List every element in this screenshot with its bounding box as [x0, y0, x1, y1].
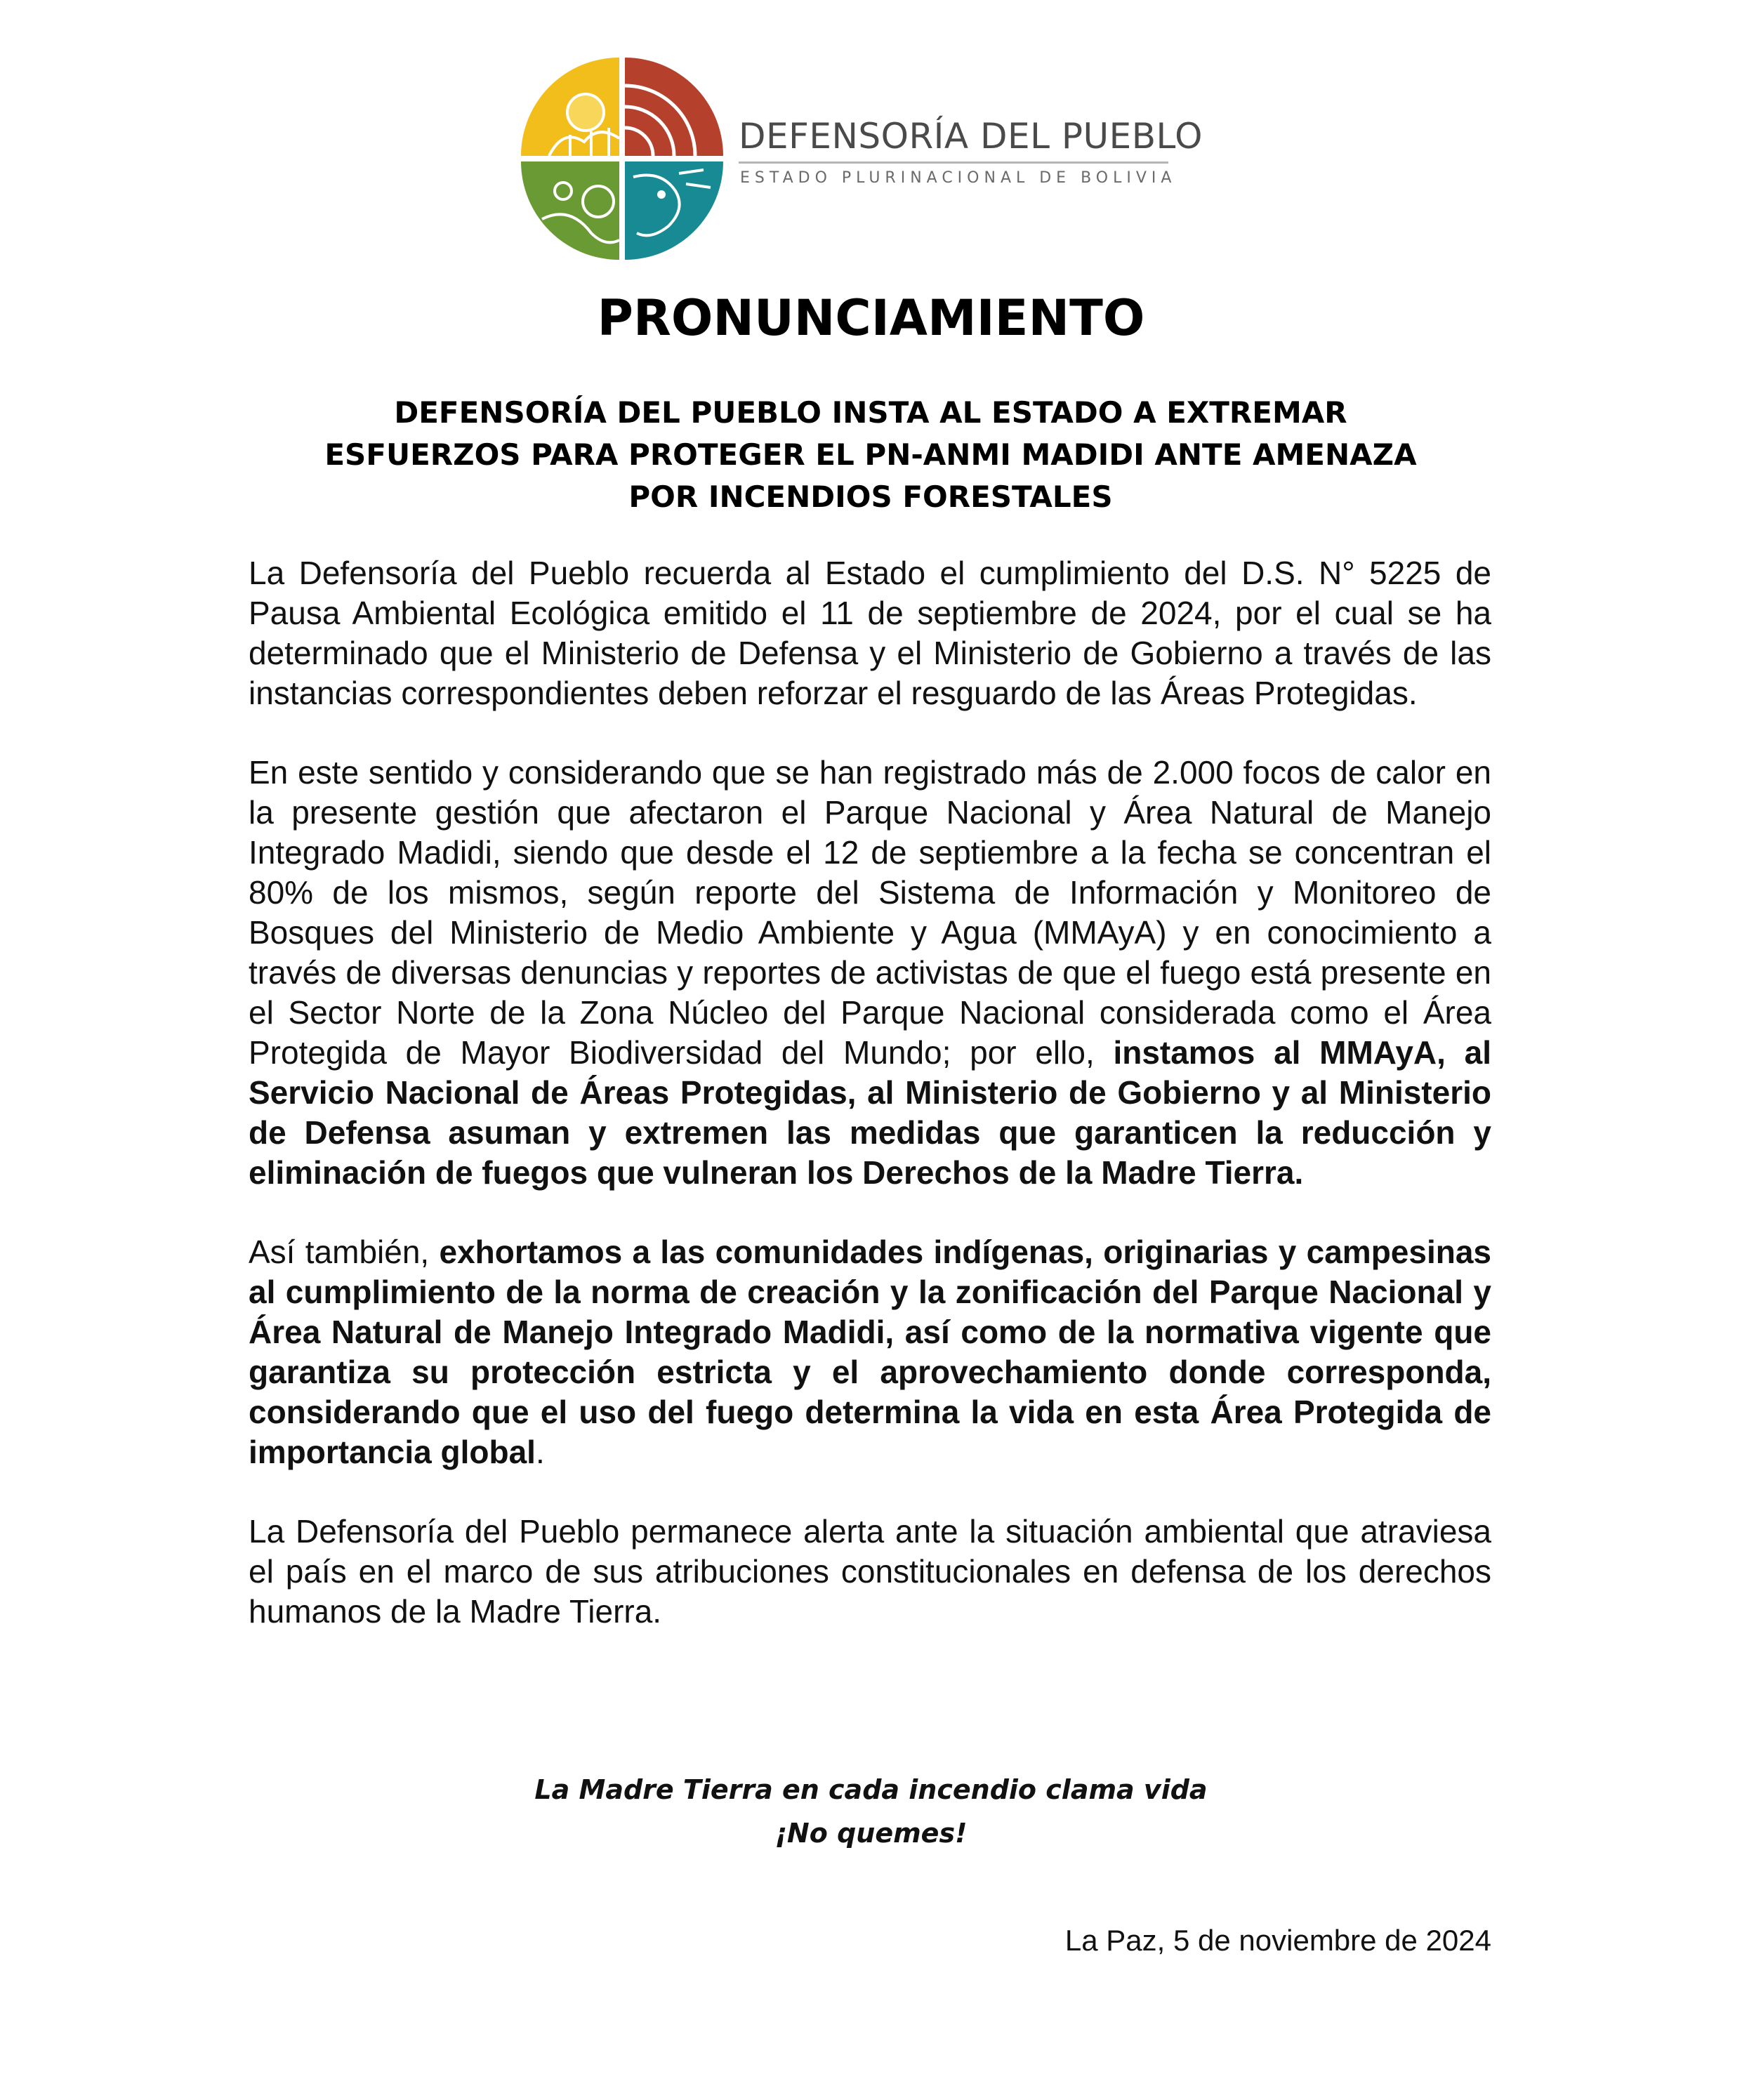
org-name: DEFENSORÍA DEL PUEBLO — [739, 116, 1203, 157]
org-subtitle: ESTADO PLURINACIONAL DE BOLIVIA — [740, 169, 1177, 187]
document-title: PRONUNCIAMIENTO — [597, 289, 1145, 347]
slogan-line-1: La Madre Tierra en cada incendio clama vida — [534, 1774, 1208, 1805]
paragraph-2 — [249, 753, 1491, 1193]
slogan-line-2: ¡No quemes! — [774, 1818, 968, 1849]
quartered-circle-logo — [521, 58, 723, 260]
headline-line: POR INCENDIOS FORESTALES — [628, 480, 1113, 514]
logo-people-quadrant — [521, 161, 619, 260]
paragraph-4: La Defensoría del Pueblo permanece alerta ante la situación ambiental que atraviesa el país en el marco de sus atribuciones constitucionales en defensa de los derechos humanos de la Madre Tierra. — [249, 1513, 1491, 1630]
paragraph-3 — [249, 1232, 1491, 1472]
paragraph-2-emphasis: instamos al MMAyA, al Servicio Nacional de Áreas Protegidas, al Ministerio de Gobierno y al Ministerio de Defensa asuman y extremen las medidas que garanticen la reducción y eliminación de fuegos que vulneran los Derechos de la Madre Tierra. — [249, 1034, 1491, 1191]
document-date: La Paz, 5 de noviembre de 2024 — [1064, 1924, 1491, 1957]
headline-line: DEFENSORÍA DEL PUEBLO INSTA AL ESTADO A EXTREMAR — [394, 395, 1347, 430]
paragraph-3-text: Así también, — [249, 1234, 440, 1270]
document-body — [249, 553, 1491, 1671]
brand-divider — [739, 161, 1168, 164]
paragraph-3-emphasis: exhortamos a las comunidades indígenas, originarias y campesinas al cumplimiento de la norma de creación y la zonificación del Parque Nacional y Área Natural de Manejo Integrado Madidi, así como de la normativa vigente que garantiza su protección estricta y el aprovechamiento donde corresponda, considerando que el uso del fuego determina la vida en esta Área Protegida de importancia global — [249, 1234, 1492, 1470]
headline-line: ESFUERZOS PARA PROTEGER EL PN-ANMI MADIDI ANTE AMENAZA — [324, 437, 1417, 472]
paragraph-3-end: . — [535, 1434, 545, 1470]
paragraph-2-text: En este sentido y considerando que se han registrado más de 2.000 focos de calor en la presente gestión que afectaron el Parque Nacional y Área Natural de Manejo Integrado Madidi, siendo que desde el 12 de septiembre a la fecha se concentran el 80% de los mismos, según reporte del Sistema de Información y Monitoreo de Bosques del Ministerio de Medio Ambiente y Agua (MMAyA) y en conocimiento a través de diversas denuncias y reportes de activistas de que el fuego está presente en el Sector Norte de la Zona Núcleo del Parque Nacional considerada como el Área Protegida de Mayor Biodiversidad del Mundo; por ello, — [249, 754, 1491, 1071]
sun-icon — [567, 94, 604, 131]
slogan — [0, 1768, 1742, 1855]
headline — [232, 392, 1510, 518]
paragraph-1: La Defensoría del Pueblo recuerda al Estado el cumplimiento del D.S. N° 5225 de Pausa Ambiental Ecológica emitido el 11 de septiembre de 2024, por el cual se ha determinado que el Ministerio de Defensa y el Ministerio de Gobierno a través de las instancias correspondientes deben reforzar el resguardo de las Áreas Protegidas. — [249, 555, 1491, 711]
